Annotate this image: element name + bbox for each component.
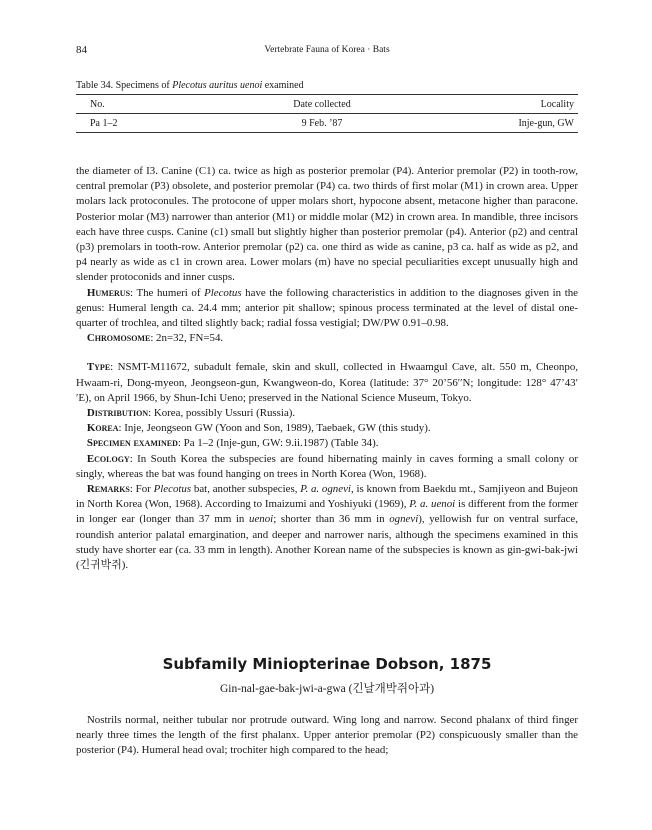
remarks-text-5: ; shorter than 36 mm in [273, 513, 390, 526]
main-text [76, 164, 578, 573]
remarks-text-1: : For [129, 483, 154, 496]
subfamily-heading-block [76, 655, 578, 696]
column-header-date: Date collected [214, 95, 430, 114]
distribution-paragraph [76, 406, 578, 421]
table-caption-species: Plecotus auritus uenoi [172, 80, 263, 91]
humerus-genus: Plecotus [204, 286, 242, 299]
table-row [76, 114, 578, 133]
ecology-paragraph [76, 452, 578, 482]
remarks-ognevi-short: ognevi [389, 513, 419, 526]
humerus-text-a: : The humeri of [130, 286, 205, 299]
remarks-text-4: is different from the former in longer ear (longer than 37 mm in [76, 498, 578, 526]
korea-paragraph [76, 421, 578, 436]
subfamily-korean-name: Gin-nal-gae-bak-jwi-a-gwa (긴날개박쥐아과) [219, 683, 435, 695]
table-cell-no: Pa 1–2 [76, 114, 214, 133]
specimen-table [76, 94, 578, 133]
remarks-uenoi: P. a. uenoi [409, 498, 456, 511]
table-header-row [76, 95, 578, 114]
dentition-paragraph: the diameter of I3. Canine (C1) ca. twice as high as posterior premolar (P4). Anterior premolar (P2) in tooth-row, central premolar (P3) obsolete, and posterior premolar (P4) ca. two thirds of first molar (M1) in crown area. Upper molars lack protoconules. The protocone of upper molars short, hypocone absent, metacone higher than paracone. Posterior molar (M3) narrower than anterior (M1) or middle molar (M2) in crown area. In mandible, three incisors each have three cusps. Canine (c1) small but slightly higher than posterior premolar (p4). Anterior (p2) and central (p3) premolars in tooth-row. Anterior premolar (p2) ca. one third as wide as canine, p3 ca. half as wide as p2, and p4 nearly as wide as c1 in crown area. Lower molars (m) have no special peculiarities except unusually high and slender protoconids and inner cusps. [76, 165, 578, 284]
remarks-text-2: bat, another subspecies, [191, 483, 301, 496]
humerus-text-b: have the following characteristics in addition to the diagnoses given in the genus: Humeral length ca. 24.4 mm; anterior pit shallow; spinous process terminated at the level of distal one-quarter of trochlea, and tilted slightly back; radial fossa vestigial; DW/PW 0.91–0.98. [76, 286, 579, 330]
remarks-text-3: , is known from Baekdu mt., Samjiyeon and Bujeon in North Korea (Won, 1968). According to Imaizumi and Yoshiyuki (1969), [76, 483, 578, 511]
chromosome-text: : 2n=32, FN=54. [150, 332, 224, 345]
humerus-heading: Humerus [86, 286, 131, 299]
column-header-locality: Locality [430, 95, 578, 114]
remarks-text-6: ), yellowish fur on ventral surface, roundish anterior palatal emargination, and deeper and narrower naris, although the specimens examined in this study have shorter ear (ca. 33 mm in length). Another Korean name of the subspecies is known as gin-gwi-bak-jwi (긴귀박쥐). [76, 513, 578, 572]
distribution-heading: Distribution [86, 407, 149, 420]
subfamily-description [76, 713, 578, 759]
remarks-uenoi-short: uenoi [249, 513, 274, 526]
table-caption [76, 80, 578, 91]
running-title: Vertebrate Fauna of Korea · Bats [264, 45, 390, 55]
subfamily-text: Nostrils normal, neither tubular nor protrude outward. Wing long and narrow. Second phalanx of third finger nearly three times the length of the first phalanx. Upper anterior premolar (P2) conspicuously smaller than the posterior (P4). Humeral head oval; trochiter high compared to the head; [76, 714, 578, 757]
distribution-text: : Korea, possibly Ussuri (Russia). [148, 407, 296, 420]
remarks-heading: Remarks [86, 483, 130, 496]
subfamily-paragraph [76, 713, 578, 759]
korea-text: : Inje, Jeongseon GW (Yoon and Son, 1989), Taebaek, GW (this study). [118, 422, 431, 435]
table-cell-date: 9 Feb. ’87 [214, 114, 430, 133]
subfamily-title: Subfamily Miniopterinae Dobson, 1875 [162, 655, 492, 673]
column-header-no: No. [76, 95, 214, 114]
type-heading: Type [86, 361, 111, 374]
ecology-text: : In South Korea the subspecies are found hibernating mainly in caves forming a small colony or singly, whereas the bat was found hanging on trees in North Korea (Won, 1968). [76, 452, 578, 480]
specimen-heading: Specimen examined [86, 437, 178, 450]
table-caption-prefix: Table 34. Specimens of [76, 80, 173, 91]
specimen-paragraph [76, 436, 578, 451]
remarks-ognevi: P. a. ognevi [300, 483, 351, 496]
spacer [76, 346, 578, 360]
remarks-genus: Plecotus [153, 483, 192, 496]
page-header [76, 44, 578, 58]
table-cell-locality: Inje-gun, GW [430, 114, 578, 133]
table-caption-suffix: examined [262, 80, 304, 91]
page-number: 84 [76, 44, 87, 56]
ecology-heading: Ecology [86, 452, 130, 465]
type-paragraph [76, 360, 578, 406]
remarks-paragraph [76, 482, 578, 573]
humerus-paragraph [76, 286, 578, 332]
specimen-text: : Pa 1–2 (Inje-gun, GW: 9.ii.1987) (Table 34). [177, 437, 379, 450]
korea-heading: Korea [86, 422, 119, 435]
chromosome-heading: Chromosome [86, 332, 151, 345]
type-text: : NSMT-M11672, subadult female, skin and skull, collected in Hwaamgul Cave, alt. 550 m, Cheonpo, Hwaam-ri, Dong-myeon, Jeongseon-gun, Kwangweon-do, Korea (latitude: 37° 20’56′′N; longitude: 128° 47’43′′E), on April 1966, by Shun-Ichi Ueno; preserved in the National Science Museum, Tokyo. [76, 361, 578, 404]
chromosome-paragraph [76, 331, 578, 346]
